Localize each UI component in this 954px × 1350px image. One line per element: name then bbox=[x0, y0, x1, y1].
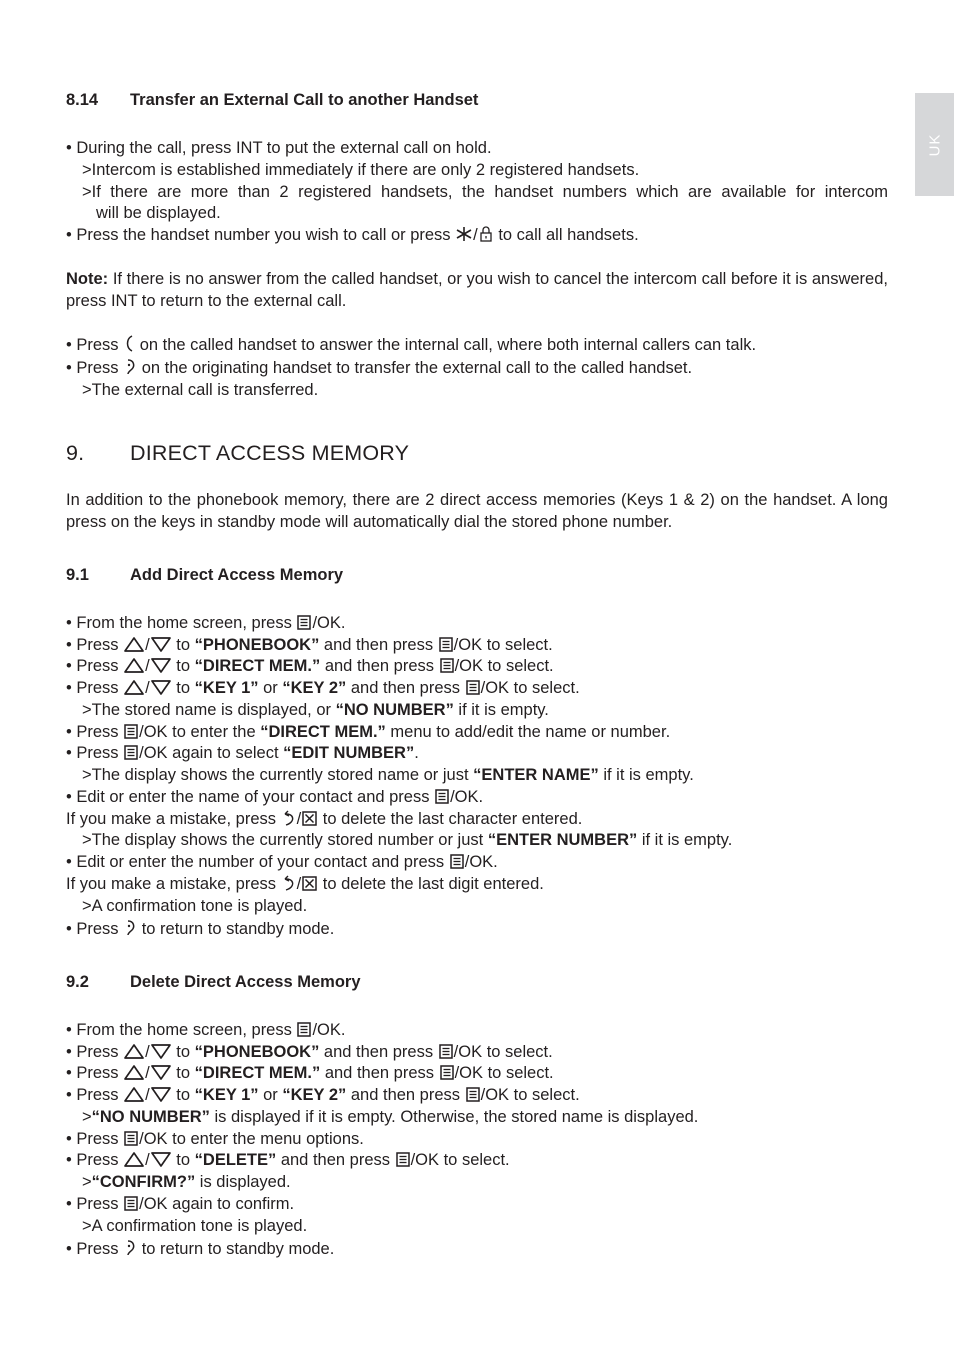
result-line-cont: will be displayed. bbox=[96, 204, 221, 222]
down-arrow-icon bbox=[151, 679, 171, 695]
menu-icon bbox=[297, 615, 311, 630]
step-line: • From the home screen, press /OK. bbox=[66, 1021, 346, 1039]
step-line: • Press / to “PHONEBOOK” and then press /OK to select. bbox=[66, 636, 553, 654]
step-line: If you make a mistake, press / to delete the last digit entered. bbox=[66, 875, 544, 893]
result-line: >The stored name is displayed, or “NO NUMBER” if it is empty. bbox=[82, 701, 549, 719]
menu-icon bbox=[396, 1152, 410, 1167]
end-call-icon bbox=[124, 1239, 136, 1256]
end-call-icon bbox=[124, 919, 136, 936]
up-arrow-icon bbox=[124, 636, 144, 652]
note-label: Note: bbox=[66, 270, 109, 288]
step-line: • Press / to “DIRECT MEM.” and then press /OK to select. bbox=[66, 657, 554, 675]
menu-icon bbox=[450, 854, 464, 869]
language-tab bbox=[915, 93, 954, 196]
step-line: • During the call, press INT to put the external call on hold. bbox=[66, 139, 492, 157]
star-icon bbox=[456, 226, 472, 242]
step-line: If you make a mistake, press / to delete the last character entered. bbox=[66, 810, 583, 828]
section-number: 8.14 bbox=[66, 91, 99, 109]
down-arrow-icon bbox=[151, 1151, 171, 1167]
clear-icon bbox=[302, 811, 317, 826]
step-line: • Press to return to standby mode. bbox=[66, 920, 335, 938]
note-paragraph: Note: If there is no answer from the called handset, or you wish to cancel the intercom call before it is answered, press INT to return to the external call. bbox=[66, 270, 888, 310]
down-arrow-icon bbox=[151, 636, 171, 652]
result-line: >“CONFIRM?” is displayed. bbox=[82, 1173, 291, 1191]
result-line: >The external call is transferred. bbox=[82, 381, 319, 399]
up-arrow-icon bbox=[124, 1043, 144, 1059]
step-line: • Press / to “PHONEBOOK” and then press /OK to select. bbox=[66, 1043, 553, 1061]
menu-icon bbox=[124, 724, 138, 739]
up-arrow-icon bbox=[124, 679, 144, 695]
step-line: • Press /OK again to select “EDIT NUMBER”. bbox=[66, 744, 419, 762]
int-key-label: INT bbox=[235, 139, 263, 157]
up-arrow-icon bbox=[124, 1086, 144, 1102]
menu-icon bbox=[297, 1022, 311, 1037]
down-arrow-icon bbox=[151, 1086, 171, 1102]
menu-icon bbox=[440, 1065, 454, 1080]
step-line: • Press the handset number you wish to call or press / to call all handsets. bbox=[66, 226, 639, 244]
result-line: >The display shows the currently stored number or just “ENTER NUMBER” if it is empty. bbox=[82, 831, 733, 849]
menu-icon bbox=[124, 1131, 138, 1146]
menu-icon bbox=[466, 680, 480, 695]
up-arrow-icon bbox=[124, 1151, 144, 1167]
step-line: • Press / to “DELETE” and then press /OK to select. bbox=[66, 1151, 510, 1169]
step-line: • Press on the called handset to answer the internal call, where both internal callers can talk. bbox=[66, 336, 757, 354]
step-line: • Edit or enter the number of your contact and press /OK. bbox=[66, 853, 498, 871]
step-line: • Press / to “KEY 1” or “KEY 2” and then press /OK to select. bbox=[66, 679, 580, 697]
menu-icon bbox=[440, 658, 454, 673]
step-line: • Press /OK again to confirm. bbox=[66, 1195, 295, 1213]
clear-icon bbox=[302, 876, 317, 891]
menu-icon bbox=[435, 789, 449, 804]
lock-icon bbox=[479, 226, 493, 242]
step-line: • Press to return to standby mode. bbox=[66, 1240, 335, 1258]
step-line: • From the home screen, press /OK. bbox=[66, 614, 346, 632]
result-line: >If there are more than 2 registered handsets, the handset numbers which are available for intercom bbox=[82, 183, 888, 201]
section-title: Transfer an External Call to another Handset bbox=[130, 91, 479, 109]
back-icon bbox=[282, 810, 296, 826]
result-line: >A confirmation tone is played. bbox=[82, 897, 308, 915]
down-arrow-icon bbox=[151, 657, 171, 673]
step-line: • Press / to “DIRECT MEM.” and then press /OK to select. bbox=[66, 1064, 554, 1082]
step-line: • Press on the originating handset to transfer the external call to the called handset. bbox=[66, 359, 693, 377]
step-line: • Press /OK to enter the menu options. bbox=[66, 1130, 364, 1148]
result-line: >“NO NUMBER” is displayed if it is empty. Otherwise, the stored name is displayed. bbox=[82, 1108, 699, 1126]
chapter-intro: In addition to the phonebook memory, there are 2 direct access memories (Keys 1 & 2) on the handset. A long press on the keys in standby mode will automatically dial the stored phone number. bbox=[66, 491, 888, 531]
menu-icon bbox=[466, 1087, 480, 1102]
down-arrow-icon bbox=[151, 1064, 171, 1080]
step-line: • Press / to “KEY 1” or “KEY 2” and then press /OK to select. bbox=[66, 1086, 580, 1104]
up-arrow-icon bbox=[124, 657, 144, 673]
end-call-icon bbox=[124, 358, 136, 375]
step-line: • Edit or enter the name of your contact and press /OK. bbox=[66, 788, 484, 806]
result-line: >Intercom is established immediately if there are only 2 registered handsets. bbox=[82, 161, 640, 179]
up-arrow-icon bbox=[124, 1064, 144, 1080]
back-icon bbox=[282, 875, 296, 891]
down-arrow-icon bbox=[151, 1043, 171, 1059]
step-line: • Press /OK to enter the “DIRECT MEM.” menu to add/edit the name or number. bbox=[66, 723, 671, 741]
talk-icon bbox=[124, 335, 134, 352]
result-line: >A confirmation tone is played. bbox=[82, 1217, 308, 1235]
menu-icon bbox=[124, 745, 138, 760]
result-line: >The display shows the currently stored name or just “ENTER NAME” if it is empty. bbox=[82, 766, 694, 784]
menu-icon bbox=[439, 1044, 453, 1059]
language-tab-label: UK bbox=[926, 133, 943, 156]
menu-icon bbox=[439, 637, 453, 652]
menu-icon bbox=[124, 1196, 138, 1211]
